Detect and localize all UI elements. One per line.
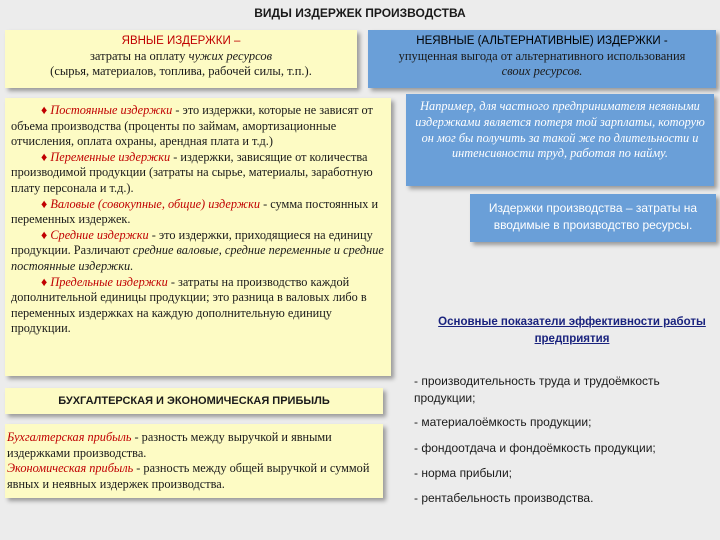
implicit-costs-heading: НЕЯВНЫЕ (АЛЬТЕРНАТИВНЫЕ) ИЗДЕРЖКИ - [416, 35, 668, 47]
indicator-item: - рентабельность производства. [414, 491, 594, 505]
average-costs-paragraph: ♦ Средние издержки - это издержки, приходящиеся на единицу продукции. Различают средние валовые, средние переменные и средние постоянные издержки. [11, 227, 384, 273]
economic-profit-paragraph: Экономическая прибыль - разность между общей выручкой и суммой явных и неявных издержек производства. [7, 461, 370, 491]
indicator-item: - производительность труда и трудоёмкость продукции; [414, 374, 660, 405]
diamond-bullet-icon: ♦ [41, 196, 48, 211]
indicator-item: - фондоотдача и фондоёмкость продукции; [414, 441, 656, 455]
fixed-costs-term: Постоянные издержки [50, 103, 173, 117]
marginal-costs-paragraph: ♦ Предельные издержки - затраты на производство каждой дополнительной единицы продукции; это разница в валовых либо в переменных издержках на каждую дополнительную единицу продукции. [11, 274, 367, 336]
economic-profit-term: Экономическая прибыль [7, 461, 134, 476]
diamond-bullet-icon: ♦ [41, 103, 48, 117]
indicator-item: - материалоёмкость продукции; [414, 415, 592, 429]
marginal-costs-term: Предельные издержки [50, 274, 168, 289]
implicit-costs-own-resources: своих ресурсов. [501, 64, 583, 78]
explicit-costs-box [5, 30, 357, 88]
implicit-costs-example-box: Например, для частного предпринимателя неявными издержками является потеря той зарплаты, которую он мог бы получить за такой же по длительности и интенсивности труд, работая по найму. [406, 94, 714, 186]
implicit-costs-definition: упущенная выгода от альтернативного использования [398, 49, 686, 63]
profit-section-title: БУХГАЛТЕРСКАЯ И ЭКОНОМИЧЕСКАЯ ПРИБЫЛЬ [5, 388, 383, 414]
variable-costs-term: Переменные издержки [50, 149, 171, 164]
indicator-item: - норма прибыли; [414, 466, 512, 480]
gross-costs-paragraph: ♦ Валовые (совокупные, общие) издержки - сумма постоянных и переменных издержек. [11, 196, 379, 227]
average-costs-term: Средние издержки [50, 227, 149, 242]
explicit-costs-definition: затраты на оплату чужих ресурсов [89, 49, 273, 63]
explicit-costs-examples: (сырья, материалов, топлива, рабочей силы, т.п.). [50, 64, 312, 78]
explicit-costs-heading: ЯВНЫЕ ИЗДЕРЖКИ – [121, 35, 241, 47]
efficiency-indicators-title: Основные показатели эффективности работы предприятия [438, 316, 706, 345]
profit-definitions-box [5, 424, 383, 498]
production-costs-definition-box: Издержки производства – затраты на вводимые в производство ресурсы. [470, 194, 716, 242]
diamond-bullet-icon: ♦ [41, 149, 48, 164]
accounting-profit-paragraph: Бухгалтерская прибыль - разность между выручкой и явными издержками производства. [7, 430, 332, 460]
page-title: ВИДЫ ИЗДЕРЖЕК ПРОИЗВОДСТВА [254, 6, 466, 20]
variable-costs-paragraph: ♦ Переменные издержки - издержки, зависящие от количества производимой продукции (затраты на сырье, материалы, заработную плату персонала и т.д.). [11, 149, 373, 195]
fixed-costs-paragraph: ♦ Постоянные издержки - это издержки, которые не зависят от объема производства (проценты по займам, амортизационные отчисления, оплата охраны, арендная плата и т.д.) [11, 103, 373, 149]
accounting-profit-term: Бухгалтерская прибыль [7, 430, 132, 444]
cost-kinds-box [5, 98, 391, 376]
diamond-bullet-icon: ♦ [41, 227, 48, 242]
implicit-costs-box [368, 30, 716, 88]
diamond-bullet-icon: ♦ [41, 274, 48, 289]
gross-costs-term: Валовые (совокупные, общие) издержки [50, 196, 261, 211]
